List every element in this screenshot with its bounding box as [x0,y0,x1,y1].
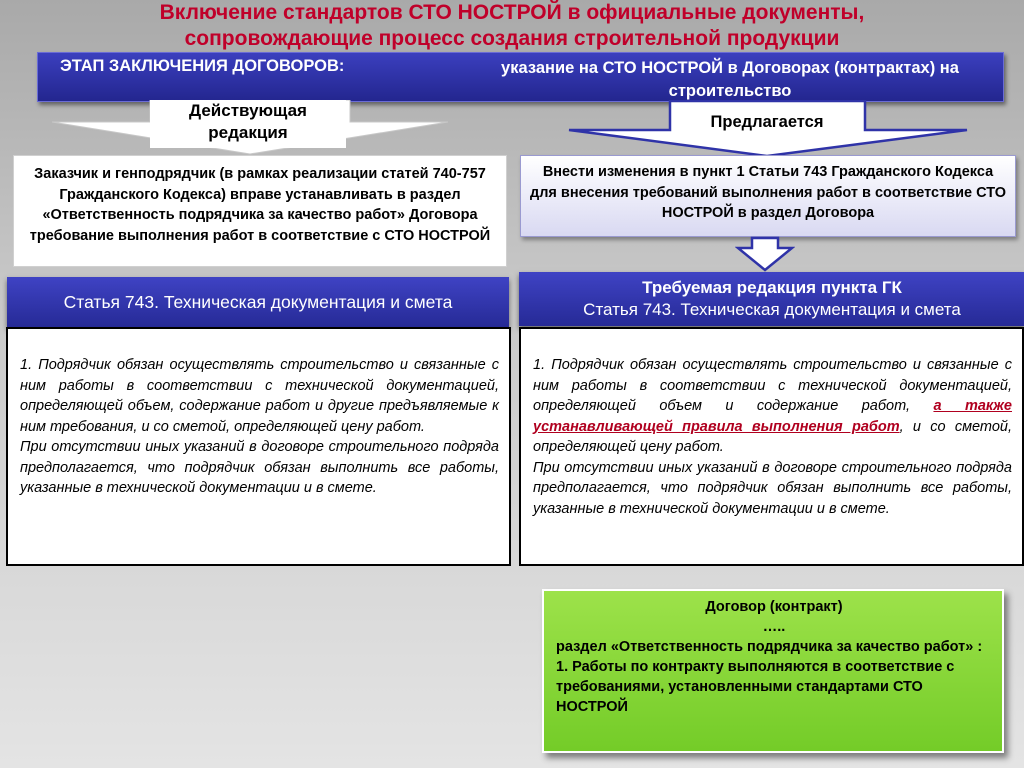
required-paragraph-1 [533,355,1012,458]
required-edition-header [519,272,1024,326]
contract-box [542,589,1004,753]
current-edition-text: Заказчик и генподрядчик (в рамках реализации статей 740-757 Гражданского Кодекса) вправе устанавливать в раздел «Ответственность подрядчика за качество работ» Договора требование выполнения работ в соответствие с СТО НОСТРОЙ [13,155,507,267]
current-edition-line-1: Действующая [189,101,307,120]
article-743-header-left: Статья 743. Техническая документация и смета [7,277,509,327]
required-edition-title: Требуемая редакция пункта ГК [642,278,902,297]
contract-title: Договор (контракт) [705,599,843,615]
current-paragraph-2: При отсутствии иных указаний в договоре строительного подряда предполагается, что подрядчик обязан выполнить все работы, указанные в технической документации и в смете. [20,439,499,496]
required-p1-start: 1. Подрядчик обязан осуществлять строительство и связанные с ним работы в соответствии с технической документацией, определяющей объем и содержание работ, [533,357,1012,414]
stage-banner [37,52,1004,102]
article-743-header-right: Статья 743. Техническая документация и смета [583,300,961,319]
proposed-tab: Предлагается [672,104,862,140]
small-down-arrow [735,236,795,272]
required-p1-end: , и со сметой, определяющей цену работ. [533,418,1012,455]
title-line-2: сопровождающие процесс создания строительной продукции [184,27,840,50]
article-743-required-text [519,327,1024,566]
slide-title [40,0,984,52]
stage-text: указание на СТО НОСТРОЙ в Договорах (контрактах) на строительство [501,59,959,100]
stage-label: ЭТАП ЗАКЛЮЧЕНИЯ ДОГОВОРОВ: [60,57,345,75]
required-p1-highlight: а также устанавливающей правила выполнения работ [533,398,1012,435]
contract-section: раздел «Ответственность подрядчика за качество работ» : [556,639,983,655]
current-edition-line-2: редакция [208,123,288,142]
article-743-current-text [6,327,511,566]
contract-dots: ….. [762,619,786,635]
proposal-text: Внести изменения в пункт 1 Статьи 743 Гражданского Кодекса для внесения требований выполнения работ в соответствие СТО НОСТРОЙ в раздел Договора [520,155,1016,237]
current-paragraph-1: 1. Подрядчик обязан осуществлять строительство и связанные с ним работы в соответствии с технической документацией, определяющей объем, содержание работ и другие предъявляемые к ним требования, и со сметой, определяющей цену работ. [20,357,499,435]
contract-clause: 1. Работы по контракту выполняются в соответствие с требованиями, установленными стандартами СТО НОСТРОЙ [556,659,955,715]
required-paragraph-2: При отсутствии иных указаний в договоре строительного подряда предполагается, что подрядчик обязан выполнить все работы, указанные в технической документации и в смете. [533,459,1012,517]
current-edition-tab [150,100,346,148]
title-line-1: Включение стандартов СТО НОСТРОЙ в официальные документы, [159,1,865,24]
